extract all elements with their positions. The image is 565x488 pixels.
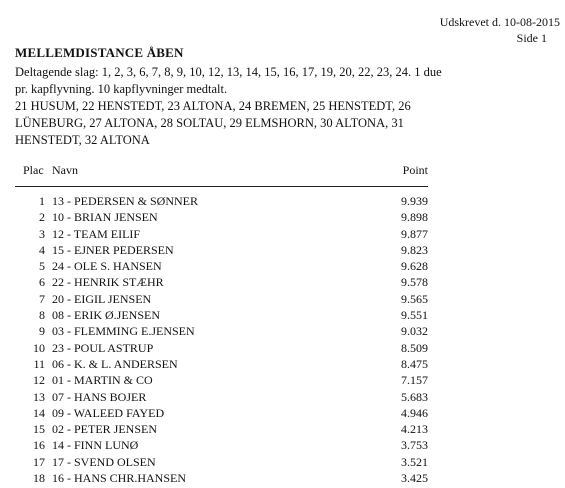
table-row xyxy=(0,228,565,244)
table-row xyxy=(0,358,565,374)
point-cell: 4.213 xyxy=(401,422,428,437)
placement-cell: 12 xyxy=(33,373,45,388)
results-list xyxy=(0,195,565,488)
name-cell: 08 - ERIK Ø.JENSEN xyxy=(52,308,160,323)
info-line: HENSTEDT, 32 ALTONA xyxy=(15,133,150,147)
name-cell: 10 - BRIAN JENSEN xyxy=(52,210,158,225)
name-cell: 03 - FLEMMING E.JENSEN xyxy=(52,324,195,339)
placement-cell: 6 xyxy=(39,275,45,290)
placement-cell: 1 xyxy=(39,194,45,208)
point-cell: 9.898 xyxy=(401,210,428,225)
print-info xyxy=(440,14,560,46)
point-cell: 9.823 xyxy=(401,242,428,257)
page-number: Side 1 xyxy=(516,31,547,45)
column-header-point: Point xyxy=(402,163,428,177)
table-row xyxy=(0,342,565,358)
point-cell: 5.683 xyxy=(401,389,428,404)
race-info xyxy=(15,64,455,149)
name-cell: 16 - HANS CHR.HANSEN xyxy=(52,471,187,486)
name-cell: 20 - EIGIL JENSEN xyxy=(52,291,152,306)
table-row xyxy=(0,423,565,439)
table-row xyxy=(0,244,565,260)
page-title: MELLEMDISTANCE ÅBEN xyxy=(15,45,184,60)
placement-cell: 2 xyxy=(39,210,45,225)
point-cell: 3.753 xyxy=(401,438,428,453)
table-row xyxy=(0,407,565,423)
printed-date: Udskrevet d. 10-08-2015 xyxy=(439,15,560,29)
placement-cell: 15 xyxy=(33,422,45,437)
table-row xyxy=(0,260,565,276)
info-line: Deltagende slag: 1, 2, 3, 6, 7, 8, 9, 10, 12, 13, 14, 15, 16, 17, 19, 20, 22, 23, 24. 1 due xyxy=(15,65,442,79)
point-cell: 3.521 xyxy=(401,454,428,469)
table-row xyxy=(0,293,565,309)
point-cell: 4.946 xyxy=(401,405,428,420)
name-cell: 12 - TEAM EILIF xyxy=(52,226,141,241)
point-cell: 9.551 xyxy=(401,308,428,323)
point-cell: 9.578 xyxy=(401,275,428,290)
table-row xyxy=(0,325,565,341)
name-cell: 17 - SVEND OLSEN xyxy=(52,454,156,469)
table-row xyxy=(0,211,565,227)
info-line: LÜNEBURG, 27 ALTONA, 28 SOLTAU, 29 ELMSHORN, 30 ALTONA, 31 xyxy=(15,116,404,130)
point-cell: 3.425 xyxy=(401,471,428,486)
placement-cell: 17 xyxy=(33,454,45,469)
placement-cell: 10 xyxy=(33,340,45,355)
column-header-plac: Plac xyxy=(23,163,44,177)
name-cell: 23 - POUL ASTRUP xyxy=(52,340,154,355)
placement-cell: 3 xyxy=(39,226,45,241)
placement-cell: 7 xyxy=(39,291,45,306)
placement-cell: 5 xyxy=(39,259,45,274)
name-cell: 06 - K. & L. ANDERSEN xyxy=(52,356,178,371)
info-line: 21 HUSUM, 22 HENSTEDT, 23 ALTONA, 24 BREMEN, 25 HENSTEDT, 26 xyxy=(15,99,411,113)
point-cell: 7.157 xyxy=(401,373,428,388)
table-row xyxy=(0,439,565,455)
point-cell: 9.628 xyxy=(401,259,428,274)
name-cell: 09 - WALEED FAYED xyxy=(52,405,165,420)
point-cell: 9.032 xyxy=(401,324,428,339)
placement-cell: 9 xyxy=(39,324,45,339)
name-cell: 14 - FINN LUNØ xyxy=(52,438,139,453)
name-cell: 01 - MARTIN & CO xyxy=(52,373,153,388)
placement-cell: 11 xyxy=(33,356,45,371)
table-row xyxy=(0,309,565,325)
column-header-navn: Navn xyxy=(52,163,78,177)
point-cell: 9.939 xyxy=(401,194,428,208)
header-divider xyxy=(15,186,428,187)
name-cell: 22 - HENRIK STÆHR xyxy=(52,275,164,290)
placement-cell: 14 xyxy=(33,405,45,420)
name-cell: 13 - PEDERSEN & SØNNER xyxy=(52,194,199,208)
info-line: pr. kapflyvning. 10 kapflyvninger medtalt. xyxy=(15,82,228,96)
point-cell: 9.565 xyxy=(401,291,428,306)
placement-cell: 4 xyxy=(39,242,45,257)
name-cell: 24 - OLE S. HANSEN xyxy=(52,259,162,274)
table-row xyxy=(0,472,565,488)
table-row xyxy=(0,391,565,407)
placement-cell: 16 xyxy=(33,438,45,453)
table-row xyxy=(0,374,565,390)
placement-cell: 8 xyxy=(39,308,45,323)
name-cell: 15 - EJNER PEDERSEN xyxy=(52,242,174,257)
point-cell: 9.877 xyxy=(401,226,428,241)
name-cell: 02 - PETER JENSEN xyxy=(52,422,157,437)
table-row xyxy=(0,276,565,292)
table-row xyxy=(0,456,565,472)
table-row xyxy=(0,195,565,211)
placement-cell: 13 xyxy=(33,389,45,404)
point-cell: 8.509 xyxy=(401,340,428,355)
name-cell: 07 - HANS BOJER xyxy=(52,389,147,404)
point-cell: 8.475 xyxy=(401,356,428,371)
placement-cell: 18 xyxy=(33,471,45,486)
